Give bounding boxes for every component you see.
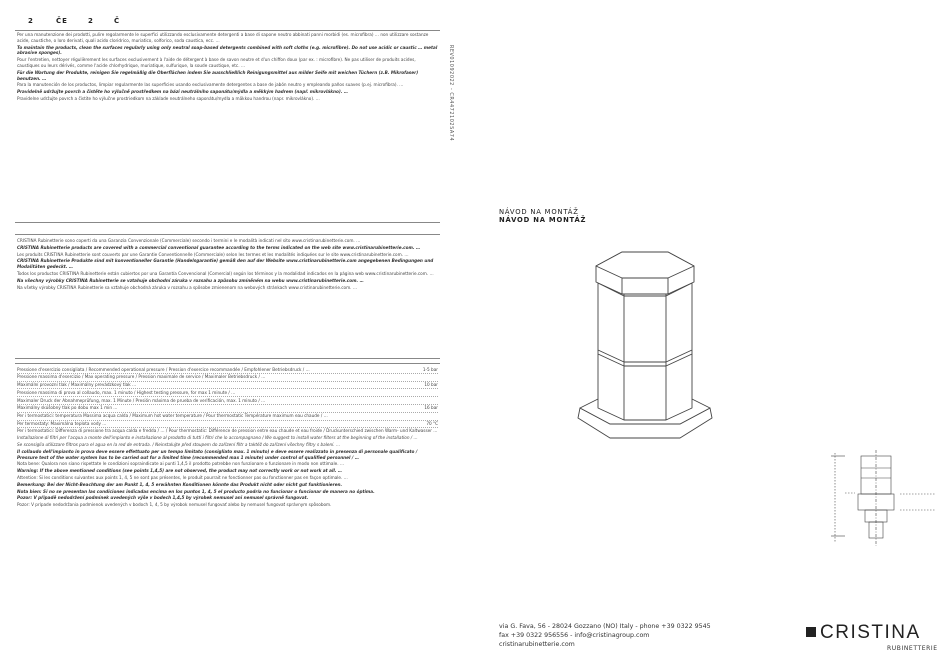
header-marker: 2	[28, 17, 34, 25]
header-marker: Č	[114, 17, 121, 25]
care-paragraph: Pravidelně udržujte povrch a čistěte ho výlučně prostředkem na bázi neutrálního saponátu/mýdla a měkkým hadrem (např. mikrovlákno). …	[17, 89, 349, 95]
care-paragraph: To maintain the products, clean the surfaces regularly using only neutral soap-based detergents combined with soft cloths (e.g. microfibre). Do not use acidic or caustic … metal abrasive sponges).	[17, 44, 438, 56]
title-line: NÁVOD NA MONTÁŽ	[499, 208, 579, 216]
tech-label: Pressione massima d'esercizio / Max operating pressure / Pression maximale de service / Maximaler Betriebsdruck / …	[17, 374, 266, 380]
header-marker: 2	[88, 17, 94, 25]
tech-paragraph: Attention: Si les conditions suivantes aux points 1, 4, 5 ne sont pas présentes, le produit pourrait ne fonctionner pas ou fonctionner pas en façon optimale. …	[17, 474, 348, 480]
tech-paragraph: Pozor: V případě nedodržení podmínek uvedených výše v bodech 1,4,5 by výrobek nemusel ani nemusel správně fungovat.	[17, 495, 309, 501]
tech-paragraph: Se sconsiglia utilizzare filtros para el agua en la red de entrada. / Neinstalujte před stoupem do zařízení filtr a taktéž do zařízení všechny filtry s balení. …	[17, 441, 341, 447]
instructions-column	[15, 14, 440, 664]
divider	[15, 358, 440, 359]
warranty-paragraph: Na všetky výrobky CRISTINA Rubinetterie sa vzťahuje obchodná záruka v rozsahu a spôsobe zmienenom na webových stránkach www.cristinarubinetterie.com. …	[17, 284, 358, 290]
tech-label: Pressione massima di prova al collaudo, max. 1 minuto / Highest testing pressure, for max 1 minute / …	[17, 389, 236, 395]
technical-data	[17, 366, 438, 664]
tech-row	[17, 421, 438, 429]
tech-paragraph: Pozor: V prípade nedodržania podmienok uvedených v bodoch 1, 4, 5 by výrobok nemusel fungovať alebo by nemusel fungovať správnym spôsobom.	[17, 502, 332, 508]
warranty-paragraph: CRISTINA Rubinetterie products are covered with a commercial conventional guarantee according to the terms indicated on the web site www.cristinarubinetterie.com. …	[17, 244, 421, 250]
divider	[15, 222, 440, 223]
tech-paragraph: Nota bien: Si no se presentan las condiciones indicadas encima en los puntos 1, 4, 5 el producto podría no funcionar o funcionar de manera no óptima.	[17, 488, 375, 494]
product-drawing	[560, 248, 730, 443]
address-line: via G. Fava, 56 - 28024 Gozzano (NO) Italy - phone +39 0322 9545	[499, 623, 711, 630]
tech-label: Pressione d'esercizio consigliata / Recommended operational pressure / Pression d'exercice recommandée / Empfohlener Betriebsdruck / …	[17, 366, 310, 372]
warranty-paragraph: Na všechny výrobky CRISTINA Rubinetterie se vztahuje obchodní záruka v rozsahu a způsobu zmíněném na webu www.cristinarubinetterie.com. …	[17, 277, 364, 283]
warranty-paragraph: Les produits CRISTINA Rubinetterie sont couverts par une Garantie Conventionnelle (Commerciale) selon les termes et les modalités indiquées sur le site www.cristinarubinetterie.com. …	[17, 251, 409, 257]
care-instructions	[17, 32, 438, 220]
logo-subtitle: RUBINETTERIE	[887, 645, 938, 652]
tech-label: Maximaler Druck der Abnahmeprüfung, max. 1 Minute / Presión máxima de prueba de verificación, max. 1 minuto / …	[17, 397, 266, 403]
tech-row	[17, 366, 438, 374]
tech-row	[17, 374, 438, 382]
care-paragraph: Pravidelne udržujte povrch a čistite ho výlučne prostriedkom na základe neutrálneho saponátu/mydla a mäkkou handrou (napr. mikrovlákno). …	[17, 95, 320, 101]
warranty-paragraph: CRISTINA Rubinetterie Produkte sind mit konventioneller Garantie (Handelsgarantie) gemäß den auf der Website www.cristinarubinetterie.com angegebenen Bedingungen und Modalitäten gedeckt. …	[17, 258, 434, 270]
tech-row	[17, 405, 438, 413]
care-paragraph: Per una manutenzione dei prodotti, pulire regolarmente le superfici utilizzando esclusivamente detergenti a base di sapone neutro abbinati panni morbidi (es. microfibra) … non utilizzare sostanze acide, caustiche, o loro derivati, quali acido cloridrico, muriatico, solforico, soda caustica, ecc. …	[17, 32, 429, 43]
tech-row	[17, 397, 438, 405]
logo-square-icon	[806, 627, 816, 637]
tech-paragraph: Warning: If the above mentioned conditions (see points 1,4,5) are not observed, the product may not correctly work or not work at all. …	[17, 468, 343, 474]
logo-name: CRISTINA	[820, 622, 921, 643]
divider	[15, 234, 440, 235]
revision-code-text: REV01092022 - CR4472102SA74	[448, 44, 454, 142]
fax-email-line: fax +39 0322 956556 - info@cristinagroup.com	[499, 631, 650, 639]
tech-paragraph: Il collaudo dell'impianto in prova deve essere effettuato per un tempo limitato (consigliato max. 1 minuto) e deve essere realizzato in presenza di personale qualificato / Pressure test of the water system has to be carried out for a limited time (recommended max 1 minute) under control of qualified personnel / …	[17, 448, 418, 460]
divider	[15, 30, 440, 31]
tech-value: 1-5 bar	[422, 366, 438, 372]
revision-code	[441, 20, 453, 180]
brand-logo	[806, 623, 946, 659]
tech-label: Per termostaty: Maximálna teplota vody …	[17, 421, 107, 427]
tech-label: Maximálny skúšobný tlak po dobu max 1 min …	[17, 405, 118, 411]
tech-value: 70 °C	[426, 421, 438, 427]
divider	[15, 363, 440, 364]
company-contact	[499, 623, 711, 649]
tech-value: 16 bar	[424, 405, 438, 411]
care-paragraph: Pour l'entretien, nettoyer régulièrement les surfaces exclusivement à l'aide de détergent à base de savon neutre et d'un chiffon doux (par ex. : microfibre). Ne pas utiliser de produits acides, caustiques ou leurs dérivés, comme l'acide chlorhydrique, muriatique, sulfurique, la soude caustique, etc. …	[17, 57, 416, 68]
tech-paragraph: Nota bene: Qualora non siano rispettate le condizioni sopraindicate ai punti 1,4,5 il prodotto potrebbe non funzionare o funzionare in modo non ottimale. …	[17, 461, 345, 467]
warranty-notice	[17, 238, 438, 356]
tech-label: Maximální provozní tlak / Maximálny prevádzkový tlak …	[17, 382, 137, 388]
header-marker: ČE	[56, 17, 68, 25]
care-paragraph: Para la manutención de los productos, limpiar regularmente las superficies usando exclusivamente detergentes a base de jabón neutro y empleando paños suaves (p.ej. microfibra). …	[17, 82, 404, 88]
tech-paragraph: Bemerkung: Bei der Nicht-Beachtung der am Punkt 1, 4, 5 erwähnten Konditionen könnte das Produkt nicht oder nicht gut funktionieren.	[17, 481, 343, 487]
website-line: cristinarubinetterie.com	[499, 640, 575, 648]
tech-paragraph: Installazione di filtri per l'acqua a monte dell'impianto e installazione al prodotto di tutti i filtri che lo accompagnano / We suggest to install water filters at the beginning of the installation / …	[17, 435, 418, 441]
warranty-paragraph: Todos los productos CRISTINA Rubinetterie están cubiertos por una Garantía Convencional (Comercial) según los términos y la modalidad indicados en la página web www.cristinarubinetterie.com. …	[17, 270, 434, 276]
care-paragraph: Für die Wartung der Produkte, reinigen Sie regelmäßig die Oberflächen indem Sie ausschließlich Reinigungsmittel aus milder Seife mit weichen Tüchern (z.B. Mikrofaser) benutzen. …	[17, 69, 419, 81]
tech-paragraph: Per i termostatici: Differenza di pressione tra acqua calda e fredda / … / Pour thermostatic: Différence de pression entre eau chaude et eau froide / Druckunterschied zwischen Warm- und Kaltwasser …	[17, 428, 438, 434]
tech-row	[17, 382, 438, 390]
tech-row	[17, 389, 438, 397]
section-drawing	[825, 448, 940, 548]
tech-label: Per i termostatici: temperatura Massima acqua calda / Maximum hot water temperature / Pour thermostatic Température maximum eau chaude / …	[17, 413, 328, 419]
warranty-paragraph: CRISTINA Rubinetterie sono coperti da una Garanzia Convenzionale (Commerciale) secondo i termini e le modalità indicati nel sito www.cristinarubinetterie.com. …	[17, 238, 361, 243]
title-line-bold: NÁVOD NA MONTÁŽ	[499, 216, 587, 224]
document-title	[499, 208, 586, 224]
tech-row	[17, 413, 438, 421]
section-header	[15, 14, 440, 30]
tech-value: 10 bar	[424, 382, 438, 388]
